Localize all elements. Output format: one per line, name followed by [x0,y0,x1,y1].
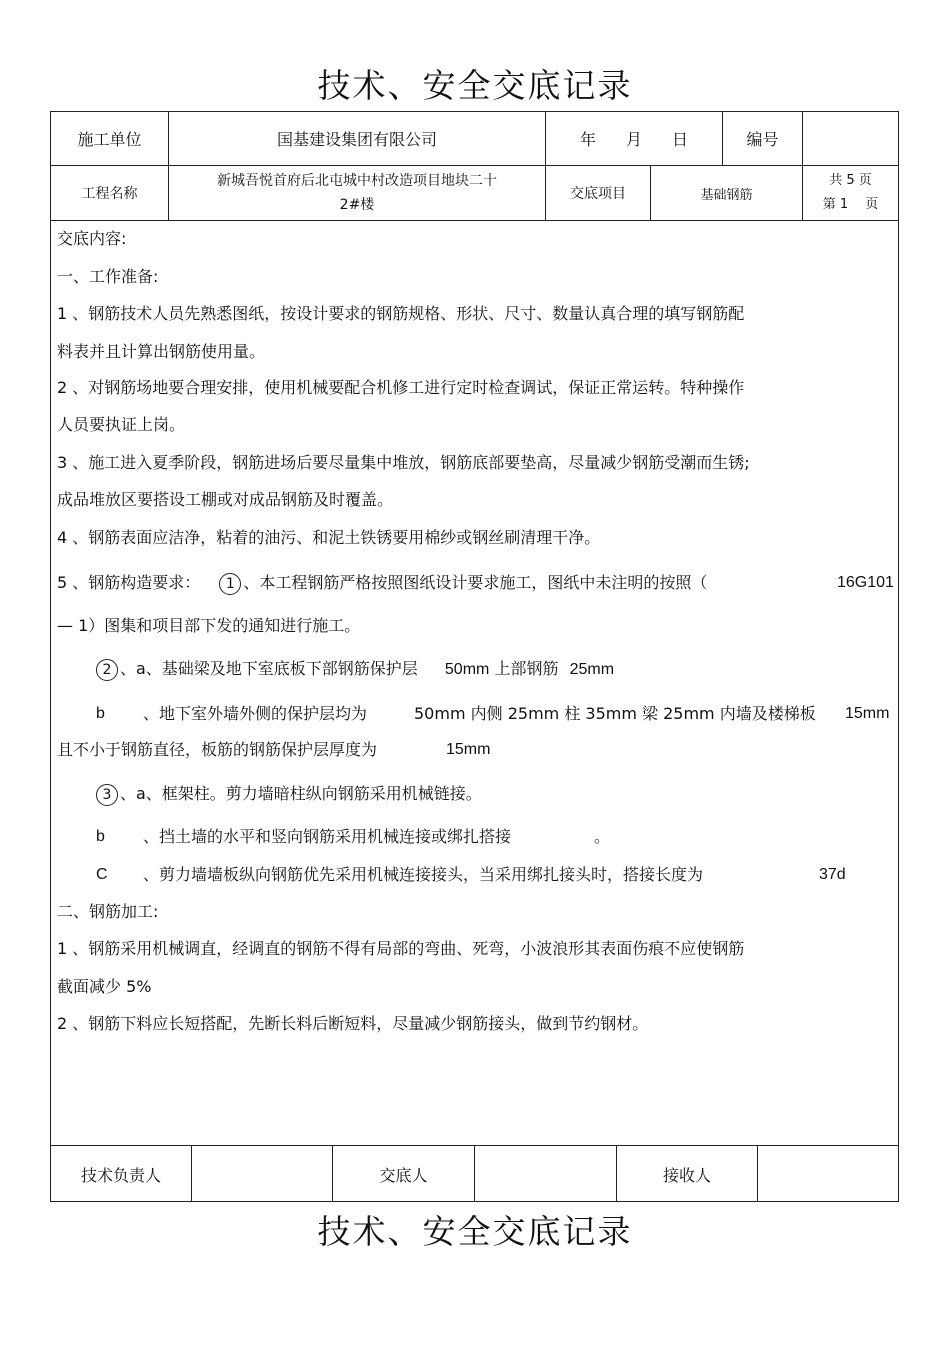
item5-b-cont-val: 15mm [446,741,491,758]
item5-b-end: 15mm [845,705,890,722]
project-value-line2: 2#楼 [339,197,375,213]
date-month: 月 [625,130,642,149]
item-label: 交底项目 [570,186,626,202]
item5-b-label: b [96,705,105,722]
item5-cont: — 1）图集和项目部下发的通知进行施工。 [57,616,361,635]
item5-2-line [96,658,614,681]
item5-text: 、本工程钢筋严格按照图纸设计要求施工，图纸中未注明的按照（ [243,573,708,592]
tech-lead-value [192,1146,332,1202]
circled-number-1: 1 [219,573,241,595]
item5-line [57,572,707,595]
project-label: 工程名称 [81,186,138,202]
item5-prefix: 5 、钢筋构造要求： [57,573,201,592]
receiver-value [758,1146,898,1202]
content-line: 人员要执证上岗。 [57,415,186,434]
item5-b-vals: 50mm 内侧 25mm 柱 35mm 梁 25mm 内墙及楼梯板 [414,704,816,723]
content-line: 料表并且计算出钢筋使用量。 [57,342,266,361]
content-line: 2 、对钢筋场地要合理安排，使用机械要配合机修工进行定时检查调试，保证正常运转。特种操作 [57,378,745,397]
giver-value [475,1146,616,1202]
unit-value: 国基建设集团有限公司 [276,130,437,149]
item5-2-val1: 50mm [444,661,490,678]
item5-3b-label: b [96,828,105,845]
item5-b-cont: 且不小于钢筋直径，板筋的钢筋保护层厚度为 [57,740,378,759]
item5-2-mid: 上部钢筋 [494,659,559,678]
section-2-item2: 2 、钢筋下料应长短搭配，先断长料后断短料，尽量减少钢筋接头，做到节约钢材。 [57,1014,649,1033]
item5-3b-end: 。 [594,827,611,846]
content-line: 1 、钢筋技术人员先熟悉图纸，按设计要求的钢筋规格、形状、尺寸、数量认真合理的填写钢筋配 [57,304,745,323]
item5-2-text: 、a、基础梁及地下室底板下部钢筋保护层 [120,659,418,678]
content-heading: 交底内容: [57,229,127,248]
tech-lead-label: 技术负责人 [80,1165,161,1185]
content-line: 一、工作准备: [57,267,159,286]
giver-label: 交底人 [379,1165,428,1185]
next-page-title: 技术、安全交底记录 [317,1212,633,1251]
content-line: 成品堆放区要搭设工棚或对成品钢筋及时覆盖。 [57,490,394,509]
date-field [546,112,722,165]
page-counter [803,166,898,220]
item5-3-text: 、a、框架柱。剪力墙暗柱纵向钢筋采用机械链接。 [120,784,482,803]
item5-2-val2: 25mm [569,661,615,678]
project-value-line1: 新城吾悦首府后北屯城中村改造项目地块二十 [217,173,497,189]
number-value [803,112,898,165]
date-day: 日 [672,130,689,149]
section-2-item1: 1 、钢筋采用机械调直，经调直的钢筋不得有局部的弯曲、死弯，小波浪形其表面伤痕不应使钢筋 [57,939,745,958]
page-title: 技术、安全交底记录 [317,66,633,105]
item5-b-text: 、地下室外墙外侧的保护层均为 [143,704,368,723]
content-line: 4 、钢筋表面应洁净，粘着的油污、和泥土铁锈要用棉纱或钢丝刷清理干净。 [57,528,601,547]
pages-total: 共 5 页 [829,173,872,188]
item5-3c-val: 37d [819,866,846,883]
pages-current: 第 1 页 [822,197,879,212]
receiver-label: 接收人 [662,1165,711,1185]
record-table [50,111,899,1202]
section-2-heading: 二、钢筋加工: [57,902,159,921]
item-value: 基础钢筋 [700,187,753,203]
date-year: 年 [579,130,596,149]
number-label: 编号 [746,130,779,149]
project-value [169,166,545,220]
circled-number-3: 3 [96,784,118,806]
unit-label: 施工单位 [77,130,142,149]
circled-number-2: 2 [96,659,118,681]
content-line: 3 、施工进入夏季阶段，钢筋进场后要尽量集中堆放，钢筋底部要垫高，尽量减少钢筋受潮而生锈; [57,453,750,472]
item5-3b-text: 、挡土墙的水平和竖向钢筋采用机械连接或绑扎搭接 [143,827,512,846]
section-2-item1-cont: 截面减少 5% [57,977,152,996]
item5-3c-text: 、剪力墙墙板纵向钢筋优先采用机械连接接头，当采用绑扎接头时，搭接长度为 [143,865,704,884]
item5-3-line [96,783,482,806]
item5-code: 16G101 [837,574,894,591]
row-divider [50,220,899,221]
item5-3c-label: C [96,866,108,883]
